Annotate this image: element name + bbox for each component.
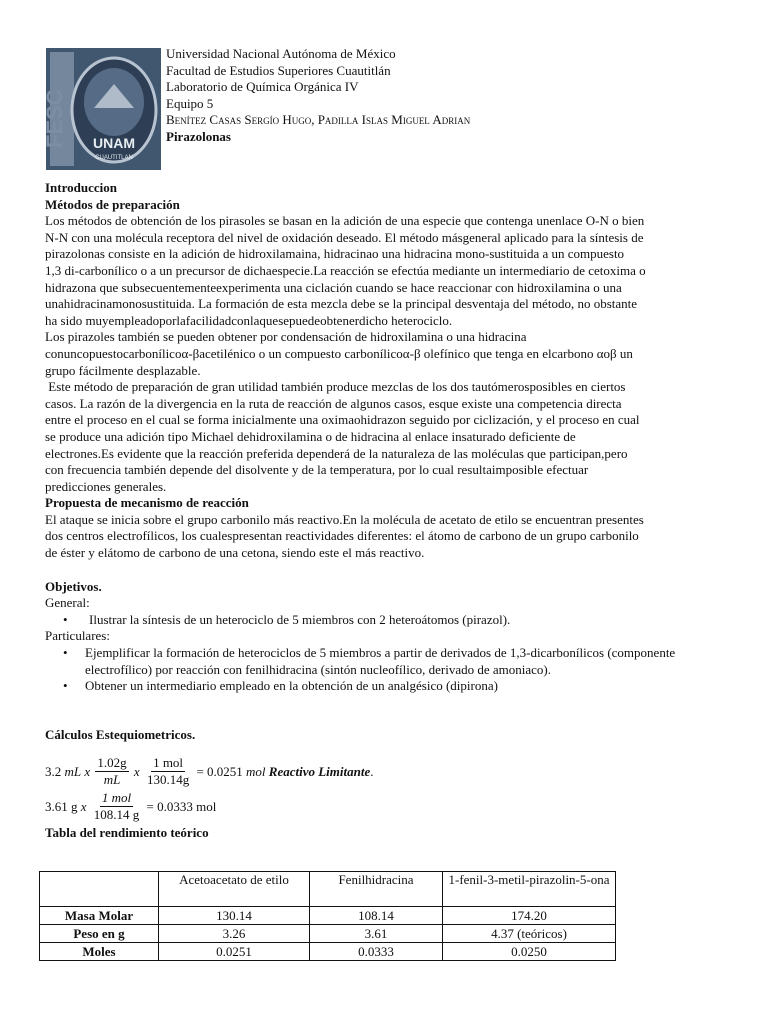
table-header-cell: 1-fenil-3-metil-pirazolin-5-ona xyxy=(443,872,616,907)
mechanism-paragraph xyxy=(45,512,725,562)
table-cell: 4.37 (teóricos) xyxy=(443,925,616,943)
paragraph-line: dos centros electrofílicos, los cualespresentan reactividades diferentes: el átomo de carbono de un grupo carbonilo xyxy=(45,528,639,544)
formula-result: = 0.0251 xyxy=(193,763,247,779)
document-header xyxy=(166,46,470,146)
table-header-row xyxy=(40,872,616,907)
formula-lead: 3.61 g xyxy=(45,798,81,814)
methods-heading: Métodos de preparación xyxy=(45,196,180,212)
document-body xyxy=(45,180,725,842)
table-row xyxy=(40,943,616,961)
paragraph-line: Los métodos de obtención de los pirasoles se basan en la adición de una especie que contenga unenlace O-N o bien xyxy=(45,213,645,229)
formula-1 xyxy=(45,755,725,788)
fraction-molar-mass xyxy=(92,790,142,823)
mechanism-heading: Propuesta de mecanismo de reacción xyxy=(45,495,249,511)
particular-objectives-list xyxy=(45,645,725,695)
table-title: Tabla del rendimiento teórico xyxy=(45,825,209,841)
table-cell: 0.0250 xyxy=(443,943,616,961)
paragraph-line: ha sido muyempleadoporlafacilidadconlaquesepuedeobtenerdicho heterociclo. xyxy=(45,312,453,328)
formula-result-unit: mol xyxy=(246,763,266,779)
formula-2 xyxy=(45,790,725,823)
theoretical-yield-table xyxy=(39,871,616,961)
paragraph-line: El ataque se inicia sobre el grupo carbonilo más reactivo.En la molécula de acetato de etilo se encuentran presentes xyxy=(45,511,644,527)
paragraph-line: unahidracinamonosustituida. La formación de esta mezcla debe se la principal desventaja del método, no obstante xyxy=(45,296,638,312)
formula-result: = 0.0333 mol xyxy=(143,798,217,814)
formula-times: x xyxy=(130,763,143,779)
paragraph-line: 1,3 di-carbonílico o a un precursor de dichaespecie.La reacción se efectúa mediante un intermediario de cetoxima o xyxy=(45,262,646,278)
team-name: Equipo 5 xyxy=(166,95,214,111)
table-header-cell: Fenilhidracina xyxy=(310,872,443,907)
fraction-denominator: 108.14 g xyxy=(93,807,140,823)
paragraph-line: se produce una adición tipo Michael dehidroxilamina o de hidracina al enlace insaturado deficiente de xyxy=(45,428,576,444)
authors: Benítez Casas Sergío Hugo, Padilla Islas Miguel Adrian xyxy=(166,112,471,128)
general-label: General: xyxy=(45,595,90,611)
formula-times: x xyxy=(81,763,94,779)
table-header-cell: Acetoacetato de etilo xyxy=(159,872,310,907)
list-item: • Ilustrar la síntesis de un heterociclo de 5 miembros con 2 heteroátomos (pirazol). xyxy=(85,612,725,629)
table-cell: 130.14 xyxy=(159,907,310,925)
paragraph-line: pirazolonas consiste en la adición de hidroxilamaina, hidracinao una hidracina mono-sustituida a un compuesto xyxy=(45,246,625,262)
logo-side-text: FESC xyxy=(42,89,67,148)
fraction-numerator: 1 mol xyxy=(153,755,184,771)
paragraph-line: de éster y elátomo de carbono de una cetona, siendo este el más reactivo. xyxy=(45,545,425,561)
table-row xyxy=(40,925,616,943)
table-cell: 3.61 xyxy=(310,925,443,943)
fraction-numerator: 1.02g xyxy=(97,755,127,771)
topic-title: Pirazolonas xyxy=(166,128,231,144)
paragraph-line: electrones.Es evidente que la reacción preferida dependerá de la naturaleza de las moléculas que participan,pero xyxy=(45,445,628,461)
table-row-label: Masa Molar xyxy=(40,907,159,925)
list-item: • Obtener un intermediario empleado en la obtención de un analgésico (dipirona) xyxy=(85,678,725,695)
table-cell: 174.20 xyxy=(443,907,616,925)
table-cell: 0.0251 xyxy=(159,943,310,961)
logo-emblem-icon xyxy=(42,48,161,170)
fraction-denominator: 130.14g xyxy=(146,772,190,788)
fraction-molar-mass xyxy=(145,755,191,788)
paragraph-line: predicciones generales. xyxy=(45,478,167,494)
logo-subtext: CUAUTITLAN xyxy=(95,155,133,161)
logo-text: UNAM xyxy=(93,135,135,151)
paragraph-line: Este método de preparación de gran utilidad también produce mezclas de los dos tautómerosposibles en ciertos xyxy=(45,379,626,395)
calculations-heading: Cálculos Estequiometricos. xyxy=(45,726,196,742)
table-cell: 108.14 xyxy=(310,907,443,925)
intro-paragraph-2 xyxy=(45,329,725,379)
intro-paragraph-3 xyxy=(45,379,725,495)
fraction-density xyxy=(95,755,128,788)
paragraph-line: con frecuencia también depende del disolvente y de la temperatura, por lo cual resultaimposible efectuar xyxy=(45,462,589,478)
paragraph-line: hidrazona que subsecuentementeexperimenta una ciclación cuando se hace reaccionar con hidroxilamina o una xyxy=(45,279,622,295)
paragraph-line: Los pirazoles también se pueden obtener por condensación de hidroxilamina o una hidracina xyxy=(45,329,527,345)
particular-label: Particulares: xyxy=(45,628,110,644)
table-header-cell xyxy=(40,872,159,907)
formula-unit: mL xyxy=(64,763,82,779)
formula-lead: 3.2 xyxy=(45,763,65,779)
table-row-label: Moles xyxy=(40,943,159,961)
table-cell: 0.0333 xyxy=(310,943,443,961)
general-objectives-list xyxy=(45,612,725,629)
table-row-label: Peso en g xyxy=(40,925,159,943)
paragraph-line: casos. La razón de la divergencia en la ruta de reacción de algunos casos, esque existe una competencia directa xyxy=(45,395,622,411)
unam-fesc-logo xyxy=(42,48,161,170)
intro-heading: Introduccion xyxy=(45,180,117,195)
table-cell: 3.26 xyxy=(159,925,310,943)
paragraph-line: entre el proceso en el cual se forma inicialmente una oximaohidrazon seguido por ciclización, y el proceso en cual xyxy=(45,412,640,428)
lab-name: Laboratorio de Química Orgánica IV xyxy=(166,79,359,95)
formula-end: . xyxy=(370,763,374,779)
table-row xyxy=(40,907,616,925)
formula-times: x xyxy=(80,798,90,814)
fraction-denominator: mL xyxy=(103,772,121,788)
list-item: • Ejemplificar la formación de heterociclos de 5 miembros a partir de derivados de 1,3-dicarbonílicos (componente electrofílico) por reacción con fenilhidracina (sintón nucleofílico, derivado de amoniaco). xyxy=(85,645,725,678)
limiting-reagent-label: Reactivo Limitante xyxy=(265,763,371,779)
fraction-numerator: 1 mol xyxy=(101,790,132,806)
intro-paragraph-1 xyxy=(45,213,725,329)
faculty-name: Facultad de Estudios Superiores Cuautitlán xyxy=(166,62,391,78)
paragraph-line: N-N con una molécula receptora del nivel de oxidación deseado. El método másgeneral aplicado para la síntesis de xyxy=(45,229,644,245)
university-name: Universidad Nacional Autónoma de México xyxy=(166,46,396,61)
paragraph-line: grupo fácilmente desplazable. xyxy=(45,362,201,378)
paragraph-line: conuncopuestocarbonílicoα-βacetilénico o un compuesto carbonílicoα-β olefínico que tenga en elcarbono αoβ un xyxy=(45,345,633,361)
objectives-heading: Objetivos. xyxy=(45,578,102,594)
